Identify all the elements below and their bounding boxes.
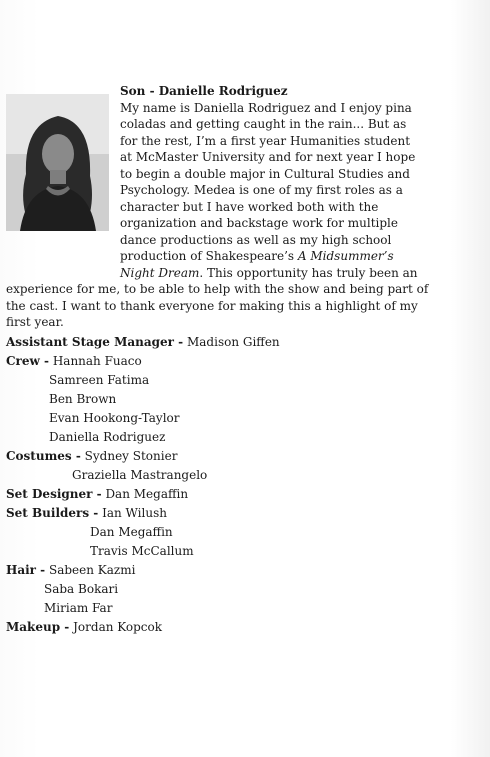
credit-name: Saba Bokari [44, 582, 119, 596]
credit-name: Hannah Fuaco [52, 354, 142, 368]
credit-name: Graziella Mastrangelo [72, 468, 208, 482]
bio-line [120, 265, 418, 282]
credit-role: Set Builders - [6, 506, 99, 520]
bio-line: for the rest, I’m a first year Humanities student [120, 133, 411, 148]
play-title: A Midsummer’s [297, 249, 394, 263]
bio-section [6, 83, 429, 331]
bio-text: . This opportunity has truly been an [199, 265, 418, 280]
credit-role: Makeup - [6, 620, 70, 634]
credit-role: Assistant Stage Manager - [6, 335, 184, 349]
credit-role: Hair - [6, 563, 46, 577]
credit-costumes [6, 447, 446, 466]
credit-name: Samreen Fatima [49, 373, 150, 387]
bio-line: to begin a double major in Cultural Studies and [120, 166, 410, 181]
credit-name: Jordan Kopcok [73, 620, 163, 634]
credit-name: Daniella Rodriguez [49, 430, 166, 444]
bio-text: production of Shakespeare’s [120, 249, 298, 263]
credit-role: Set Designer - [6, 487, 102, 501]
bio-line: experience for me, to be able to help with the show and being part of [6, 282, 429, 296]
bio-line: My name is Daniella Rodriguez and I enjoy pina [120, 100, 412, 115]
credit-name: Miriam Far [44, 601, 113, 615]
credit-name: Sabeen Kazmi [48, 563, 136, 577]
credit-assistant-stage-manager [6, 333, 446, 352]
bio-line: at McMaster University and for next year I hope [120, 150, 416, 164]
bio-line: character but I have worked both with the [120, 199, 379, 214]
credit-name: Sydney Stonier [84, 449, 178, 463]
credit-name: Ben Brown [49, 392, 117, 406]
bio-line: first year. [6, 315, 64, 329]
credit-name: Ian Wilush [102, 506, 167, 520]
credit-name: Evan Hookong-Taylor [49, 411, 180, 425]
credit-crew [6, 352, 446, 371]
credit-makeup [6, 618, 446, 637]
credit-name: Madison Giffen [186, 335, 280, 349]
play-title: Night Dream [120, 265, 200, 280]
bio-line [120, 248, 406, 265]
bio-line: Psychology. Medea is one of my first roles as a [120, 183, 403, 197]
credit-hair [6, 561, 446, 580]
credit-role: Crew - [6, 354, 49, 368]
credit-name: Dan Megaffin [105, 487, 189, 501]
bio-line: the cast. I want to thank everyone for making this a highlight of my [6, 298, 418, 313]
bio-line: coladas and getting caught in the rain... But as [120, 117, 407, 131]
credit-set-builders [6, 504, 446, 523]
credit-role: Costumes - [6, 449, 81, 463]
bio-line: organization and backstage work for multiple [120, 216, 398, 230]
bio-line: dance productions as well as my high school [120, 232, 392, 247]
credit-name: Travis McCallum [90, 544, 194, 558]
crew-credits [6, 333, 446, 637]
bio-heading: Son - Danielle Rodriguez [120, 84, 288, 98]
credit-set-designer [6, 485, 446, 504]
credit-name: Dan Megaffin [90, 525, 173, 539]
